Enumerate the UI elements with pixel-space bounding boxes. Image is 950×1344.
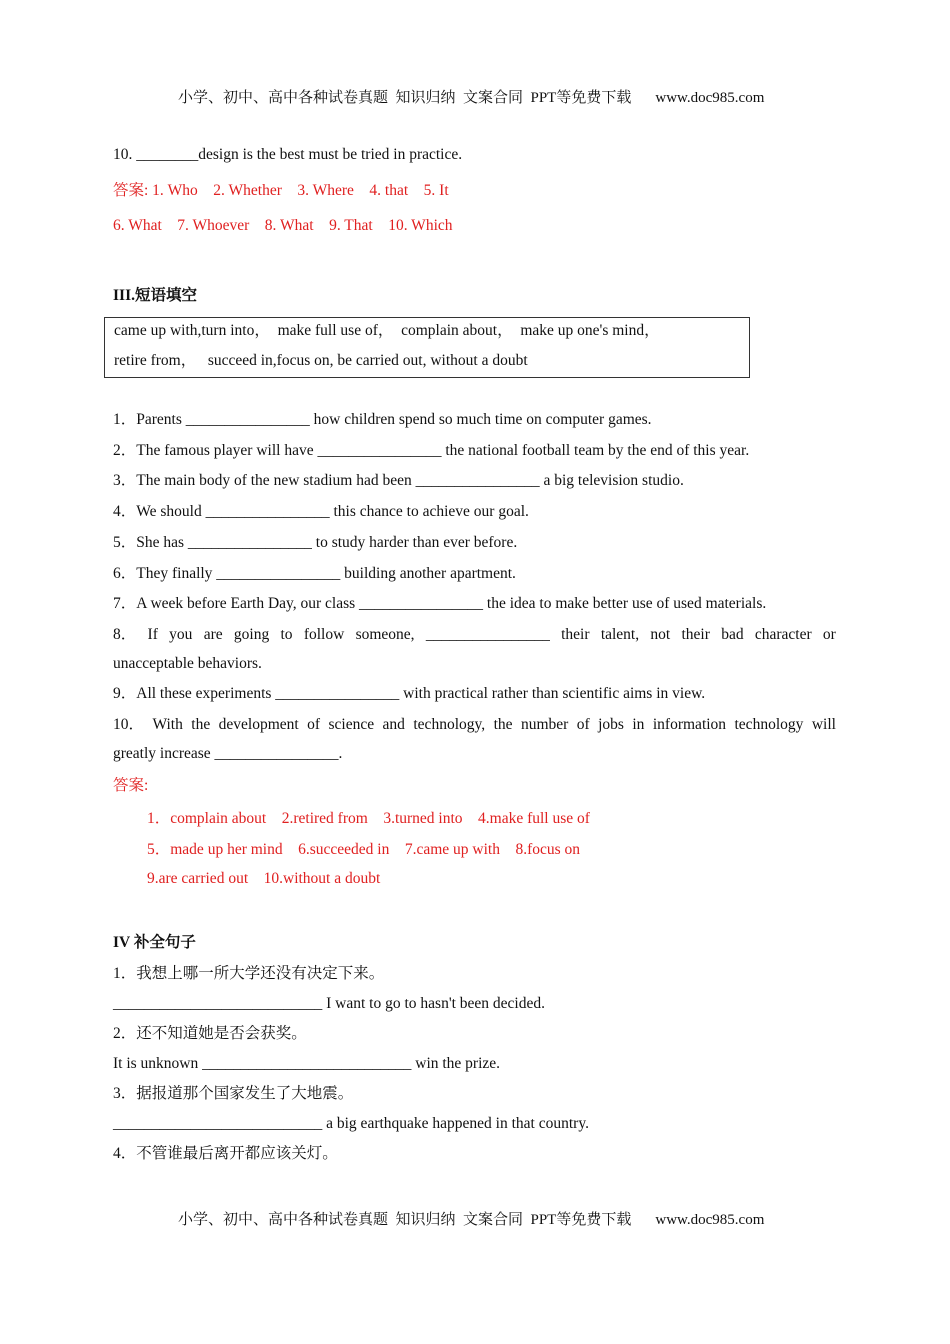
word: the [191, 716, 211, 733]
word: or [822, 626, 836, 643]
word: going [233, 626, 270, 643]
word: technology [734, 716, 804, 733]
s3-question-10-line-1 [113, 715, 836, 735]
word: will [811, 716, 836, 733]
s3-question-9: 9．All these experiments ________________ with practical rather than scientific aims in view. [113, 685, 706, 702]
s2-answer-line-1: 答案: 1. Who 2. Whether 3. Where 4. that 5. It [113, 182, 449, 199]
s3-title: III.短语填空 [113, 287, 197, 304]
word: and [382, 716, 405, 733]
s4-question-1-cn: 1．我想上哪一所大学还没有决定下来。 [113, 965, 385, 982]
word: bad [721, 626, 744, 643]
word: the [493, 716, 513, 733]
word: development [218, 716, 299, 733]
s4-title: IV 补全句子 [113, 934, 196, 951]
word: technology, [413, 716, 486, 733]
footer-text: 小学、初中、高中各种试卷真题 知识归纳 文案合同 PPT等免费下载 [178, 1212, 632, 1228]
s3-question-3: 3．The main body of the new stadium had been ________________ a big television studio. [113, 472, 684, 489]
word: number [520, 716, 569, 733]
s2-question-10: 10. ________design is the best must be tried in practice. [113, 146, 463, 163]
word: With [152, 716, 183, 733]
phrase-box [104, 317, 750, 378]
s3-question-8-line-1 [113, 625, 836, 645]
s3-question-4: 4．We should ________________ this chance to achieve our goal. [113, 503, 529, 520]
word: of [307, 716, 321, 733]
word: someone, [355, 626, 415, 643]
page-header [163, 69, 764, 124]
s4-question-2-en: It is unknown ___________________________ win the prize. [113, 1055, 501, 1072]
footer-url: www.doc985.com [655, 1212, 765, 1228]
word: their [561, 626, 590, 643]
s3-question-10-line-2: greatly increase ________________. [113, 745, 343, 762]
page-footer [163, 1191, 764, 1246]
phrase-box-line-2: retire from， succeed in,focus on, be carried out, without a doubt [114, 352, 528, 369]
header-text: 小学、初中、高中各种试卷真题 知识归纳 文案合同 PPT等免费下载 [178, 90, 632, 106]
s3-question-7: 7．A week before Earth Day, our class ________________ the idea to make better use of used materials. [113, 595, 767, 612]
word: of [576, 716, 590, 733]
s3-question-2: 2．The famous player will have ________________ the national football team by the end of this year. [113, 442, 750, 459]
s4-question-4-cn: 4．不管谁最后离开都应该关灯。 [113, 1145, 338, 1162]
word: to [280, 626, 293, 643]
s4-question-1-en: ___________________________ I want to go to hasn't been decided. [113, 995, 545, 1012]
word: their [681, 626, 710, 643]
word: are [203, 626, 223, 643]
answer-blank: ________________ [425, 626, 550, 643]
s3-answer-line-1: 1．complain about 2.retired from 3.turned into 4.make full use of [147, 810, 590, 827]
s3-answer-label: 答案: [113, 777, 149, 794]
word: in [632, 716, 645, 733]
s4-question-3-cn: 3．据报道那个国家发生了大地震。 [113, 1085, 354, 1102]
word: If [147, 626, 158, 643]
phrase-box-line-1: came up with,turn into， make full use of， complain about， make up one's mind， [114, 322, 660, 339]
s3-question-1: 1．Parents ________________ how children spend so much time on computer games. [113, 411, 652, 428]
s3-question-6: 6．They finally ________________ building another apartment. [113, 565, 516, 582]
word: you [169, 626, 193, 643]
word: character [754, 626, 812, 643]
word: not [650, 626, 671, 643]
word: 10． [113, 716, 145, 733]
s3-answer-line-3: 9.are carried out 10.without a doubt [147, 870, 381, 887]
s3-question-5: 5．She has ________________ to study harder than ever before. [113, 534, 518, 551]
word: jobs [598, 716, 624, 733]
s4-question-2-cn: 2．还不知道她是否会获奖。 [113, 1025, 307, 1042]
word: follow [303, 626, 345, 643]
s3-question-8-line-2: unacceptable behaviors. [113, 655, 262, 672]
word: talent, [600, 626, 640, 643]
word: 8． [113, 626, 137, 643]
word: information [652, 716, 727, 733]
s4-question-3-en: ___________________________ a big earthquake happened in that country. [113, 1115, 589, 1132]
s2-answer-line-2: 6. What 7. Whoever 8. What 9. That 10. Which [113, 217, 453, 234]
s3-answer-line-2: 5．made up her mind 6.succeeded in 7.came up with 8.focus on [147, 841, 581, 858]
word: science [328, 716, 375, 733]
header-url: www.doc985.com [655, 90, 765, 106]
